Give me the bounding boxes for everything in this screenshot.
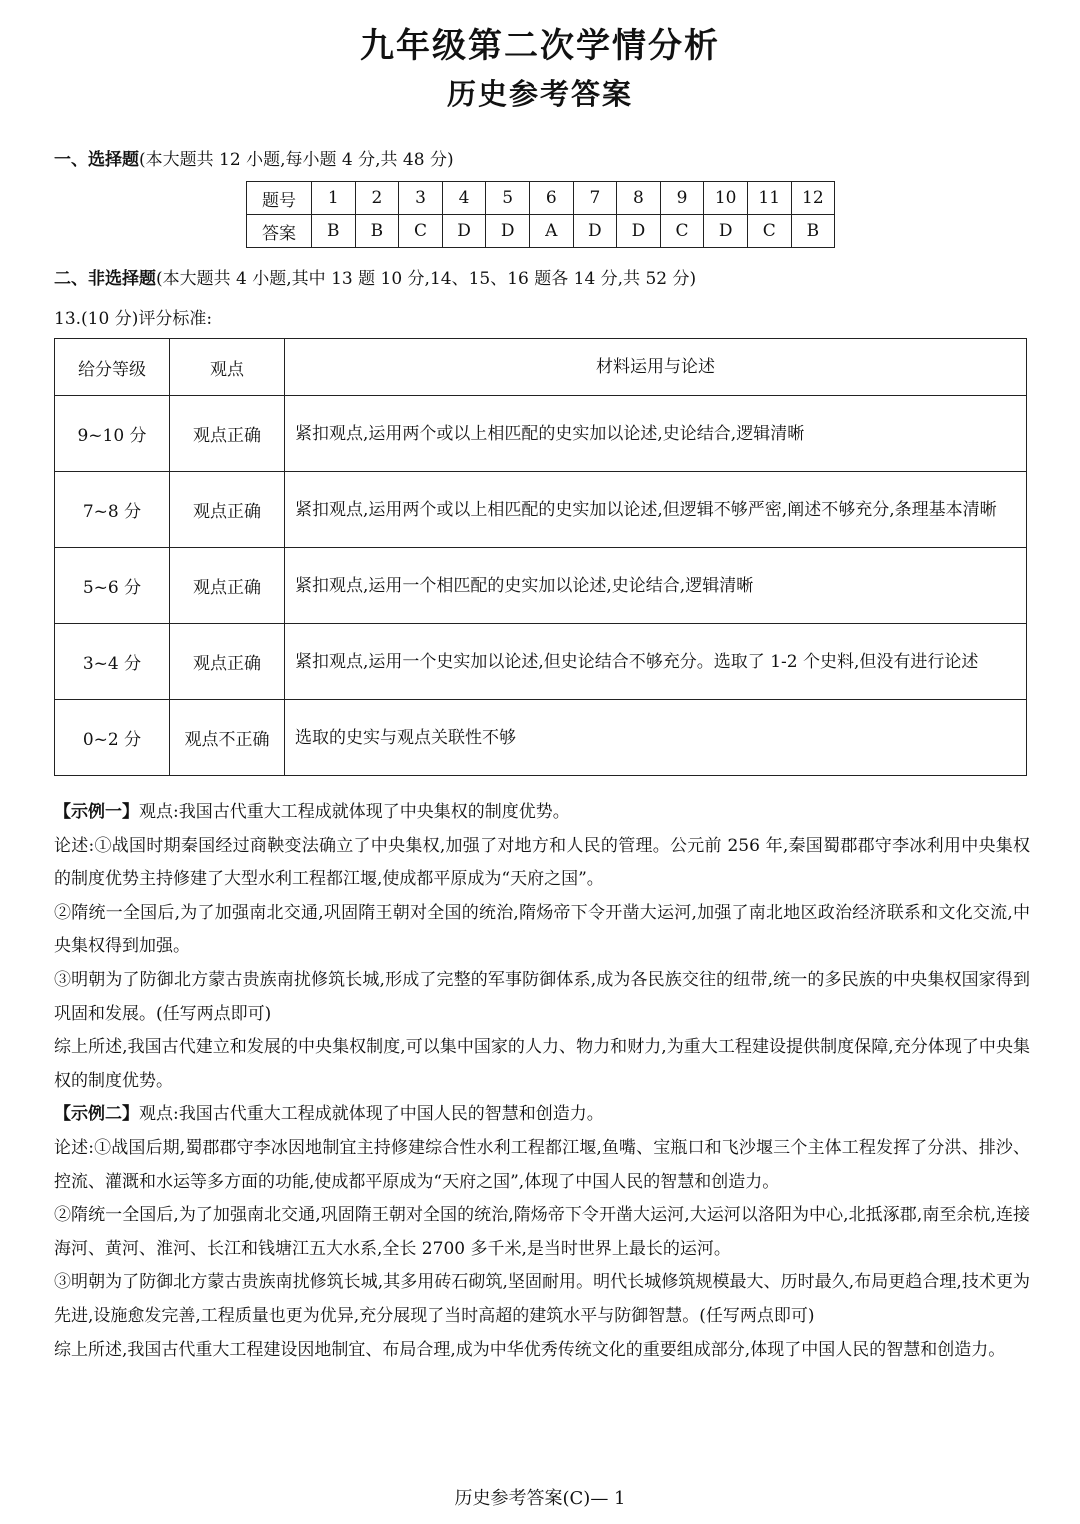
example-1-viewpoint-text: 观点:我国古代重大工程成就体现了中央集权的制度优势。	[139, 802, 570, 822]
table-row	[55, 548, 1027, 624]
page-title: 九年级第二次学情分析	[360, 26, 720, 66]
page-footer: 历史参考答案(C)— 1	[454, 1488, 626, 1509]
viewpoint: 观点不正确	[170, 700, 285, 776]
answer-cell: D	[704, 215, 748, 248]
scoring-header-row	[55, 339, 1027, 396]
answer-cell: B	[791, 215, 835, 248]
answer-cell: C	[660, 215, 704, 248]
question-number-row	[247, 182, 835, 215]
criteria-description: 紧扣观点,运用两个或以上相匹配的史实加以论述,史论结合,逻辑清晰	[285, 396, 1027, 472]
score-level: 0~2 分	[55, 700, 170, 776]
section-2-label: 二、非选择题	[54, 269, 156, 289]
answer-cell: C	[747, 215, 791, 248]
example-1-paragraph: 论述:①战国时期秦国经过商鞅变法确立了中央集权,加强了对地方和人民的管理。公元前 256 年,秦国蜀郡郡守李冰利用中央集权的制度优势主持修建了大型水利工程都江堰,使成都平原成为“天府之国”。	[54, 835, 1030, 890]
section-1-heading	[54, 145, 454, 170]
question-number: 11	[747, 182, 791, 215]
example-1-conclusion: 综上所述,我国古代建立和发展的中央集权制度,可以集中国家的人力、物力和财力,为重大工程建设提供制度保障,充分体现了中央集权的制度优势。	[54, 1037, 1030, 1091]
question-number: 12	[791, 182, 835, 215]
section-1-label: 一、选择题	[54, 150, 139, 170]
answer-header: 答案	[247, 215, 312, 248]
header-score-level: 给分等级	[55, 339, 170, 396]
question-number-header: 题号	[247, 182, 312, 215]
section-1-note: (本大题共 12 小题,每小题 4 分,共 48 分)	[139, 150, 454, 170]
viewpoint: 观点正确	[170, 396, 285, 472]
header-viewpoint: 观点	[170, 339, 285, 396]
question-number: 10	[704, 182, 748, 215]
example-1-paragraph: ②隋统一全国后,为了加强南北交通,巩固隋王朝对全国的统治,隋炀帝下令开凿大运河,加强了南北地区政治经济联系和文化交流,中央集权得到加强。	[54, 902, 1030, 957]
criteria-description: 紧扣观点,运用两个或以上相匹配的史实加以论述,但逻辑不够严密,阐述不够充分,条理基本清晰	[285, 472, 1027, 548]
viewpoint: 观点正确	[170, 472, 285, 548]
table-row	[55, 700, 1027, 776]
question-number: 8	[617, 182, 661, 215]
answer-cell: D	[617, 215, 661, 248]
criteria-description: 紧扣观点,运用一个相匹配的史实加以论述,史论结合,逻辑清晰	[285, 548, 1027, 624]
section-2-heading	[54, 264, 696, 289]
score-level: 7~8 分	[55, 472, 170, 548]
question-number: 1	[312, 182, 356, 215]
criteria-description: 紧扣观点,运用一个史实加以论述,但史论结合不够充分。选取了 1-2 个史料,但没有进行论述	[285, 624, 1027, 700]
question-13-heading: 13.(10 分)评分标准:	[54, 309, 213, 329]
example-2-conclusion: 综上所述,我国古代重大工程建设因地制宜、布局合理,成为中华优秀传统文化的重要组成部分,体现了中国人民的智慧和创造力。	[54, 1339, 1006, 1360]
question-number: 9	[660, 182, 704, 215]
header-material-argument: 材料运用与论述	[285, 339, 1027, 396]
score-level: 9~10 分	[55, 396, 170, 472]
answer-cell: D	[486, 215, 530, 248]
criteria-description: 选取的史实与观点关联性不够	[285, 700, 1027, 776]
answer-cell: B	[355, 215, 399, 248]
score-level: 3~4 分	[55, 624, 170, 700]
question-number: 5	[486, 182, 530, 215]
example-essays	[54, 796, 1030, 1367]
answer-cell: D	[573, 215, 617, 248]
example-2-viewpoint	[54, 1098, 1030, 1132]
answer-cell: D	[442, 215, 486, 248]
example-2-tag: 【示例二】	[54, 1104, 139, 1125]
example-2-viewpoint-text: 观点:我国古代重大工程成就体现了中国人民的智慧和创造力。	[139, 1104, 604, 1125]
question-number: 7	[573, 182, 617, 215]
answer-row	[247, 215, 835, 248]
answer-cell: B	[312, 215, 356, 248]
score-level: 5~6 分	[55, 548, 170, 624]
multiple-choice-answer-table	[246, 181, 835, 248]
question-number: 2	[355, 182, 399, 215]
example-2-paragraph: ②隋统一全国后,为了加强南北交通,巩固隋王朝对全国的统治,隋炀帝下令开凿大运河,大运河以洛阳为中心,北抵涿郡,南至余杭,连接海河、黄河、淮河、长江和钱塘江五大水系,全长 2700 多千米,是当时世界上最长的运河。	[54, 1205, 1030, 1259]
example-1-tag: 【示例一】	[54, 802, 139, 822]
answer-cell: C	[399, 215, 443, 248]
table-row	[55, 396, 1027, 472]
scoring-criteria-table	[54, 338, 1027, 776]
viewpoint: 观点正确	[170, 548, 285, 624]
question-number: 6	[529, 182, 573, 215]
example-2-paragraph: 论述:①战国后期,蜀郡郡守李冰因地制宜主持修建综合性水利工程都江堰,鱼嘴、宝瓶口和飞沙堰三个主体工程发挥了分洪、排沙、控流、灌溉和水运等多方面的功能,使成都平原成为“天府之国”,体现了中国人民的智慧和创造力。	[54, 1137, 1030, 1192]
example-2-paragraph: ③明朝为了防御北方蒙古贵族南扰修筑长城,其多用砖石砌筑,坚固耐用。明代长城修筑规模最大、历时最久,布局更趋合理,技术更为先进,设施愈发完善,工程质量也更为优异,充分展现了当时高超的建筑水平与防御智慧。(任写两点即可)	[54, 1272, 1030, 1326]
example-1-viewpoint	[54, 796, 1030, 830]
question-number: 4	[442, 182, 486, 215]
question-number: 3	[399, 182, 443, 215]
answer-cell: A	[529, 215, 573, 248]
table-row	[55, 624, 1027, 700]
example-1-paragraph: ③明朝为了防御北方蒙古贵族南扰修筑长城,形成了完整的军事防御体系,成为各民族交往的纽带,统一的多民族的中央集权国家得到巩固和发展。(任写两点即可)	[54, 969, 1030, 1024]
page-subtitle: 历史参考答案	[446, 77, 633, 111]
table-row	[55, 472, 1027, 548]
section-2-note: (本大题共 4 小题,其中 13 题 10 分,14、15、16 题各 14 分,共 52 分)	[156, 269, 697, 289]
viewpoint: 观点正确	[170, 624, 285, 700]
